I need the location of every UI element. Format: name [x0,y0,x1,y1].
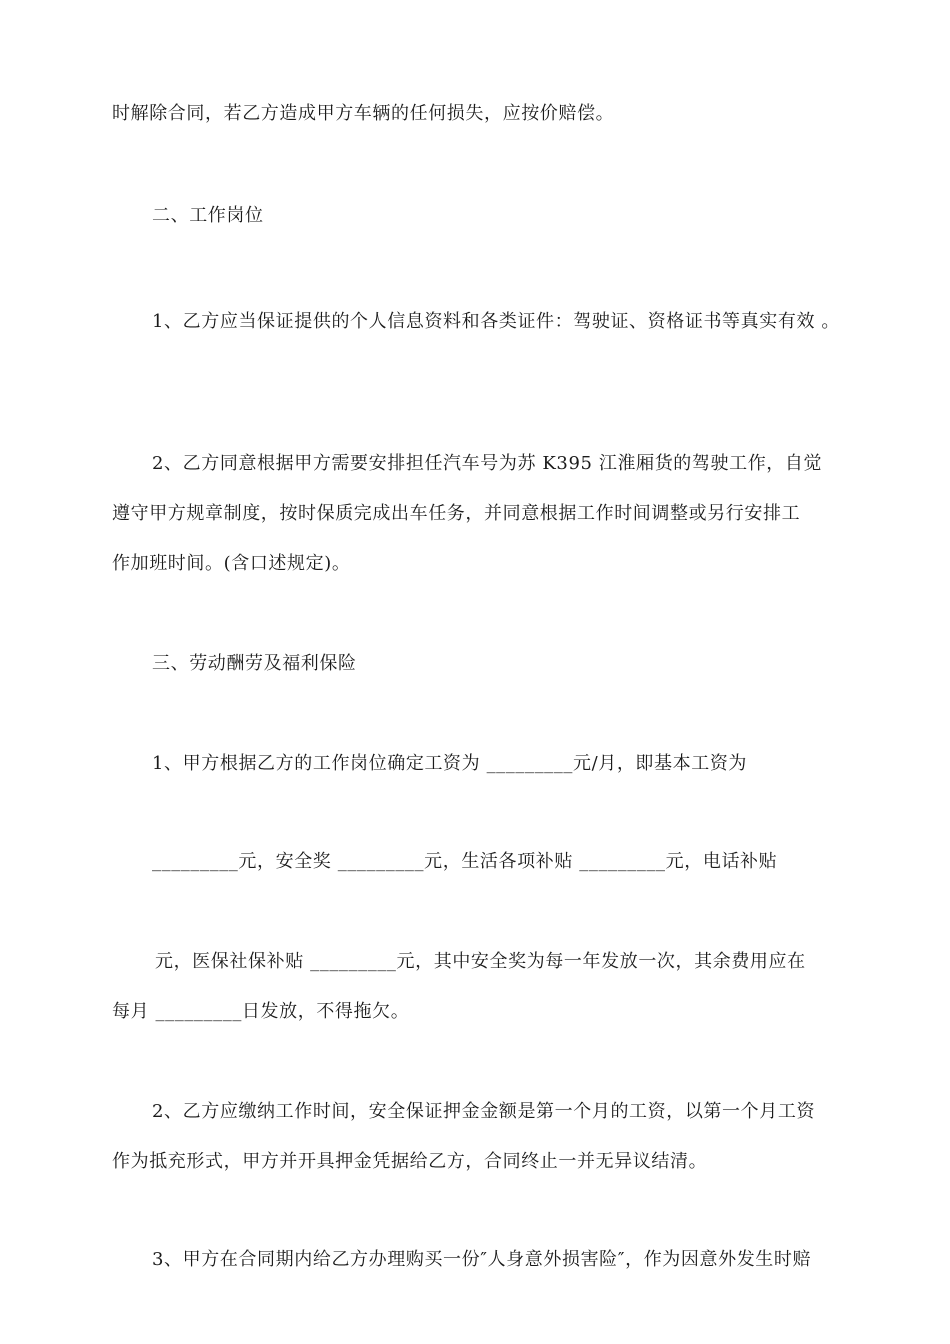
paragraph-line: 每月 _________日发放，不得拖欠。 [112,1001,410,1022]
paragraph-line: 作加班时间。(含口述规定)。 [112,553,351,574]
paragraph-line: 1、乙方应当保证提供的个人信息资料和各类证件：驾驶证、资格证书等真实有效 。 [152,311,840,332]
paragraph-line: 1、甲方根据乙方的工作岗位确定工资为 _________元/月，即基本工资为 [152,753,748,774]
paragraph-line: 作为抵充形式，甲方并开具押金凭据给乙方，合同终止一并无异议结清。 [112,1151,708,1172]
paragraph-line: 元，医保社保补贴 _________元，其中安全奖为每一年发放一次，其余费用应在 [155,951,806,972]
paragraph-line: 3、甲方在合同期内给乙方办理购买一份″人身意外损害险″，作为因意外发生时赔 [152,1249,812,1270]
paragraph-line: 2、乙方同意根据甲方需要安排担任汽车号为苏 K395 江淮厢货的驾驶工作，自觉 [152,453,823,474]
paragraph-line: 遵守甲方规章制度，按时保质完成出车任务，并同意根据工作时间调整或另行安排工 [112,503,801,524]
paragraph-line: 2、乙方应缴纳工作时间，安全保证押金金额是第一个月的工资，以第一个月工资 [152,1101,816,1122]
section-heading: 三、劳动酬劳及福利保险 [152,653,357,674]
paragraph-line: 时解除合同，若乙方造成甲方车辆的任何损失，应按价赔偿。 [112,103,615,124]
paragraph-line: _________元，安全奖 _________元，生活各项补贴 _________元，电话补贴 [152,851,778,872]
section-heading: 二、工作岗位 [152,205,264,226]
